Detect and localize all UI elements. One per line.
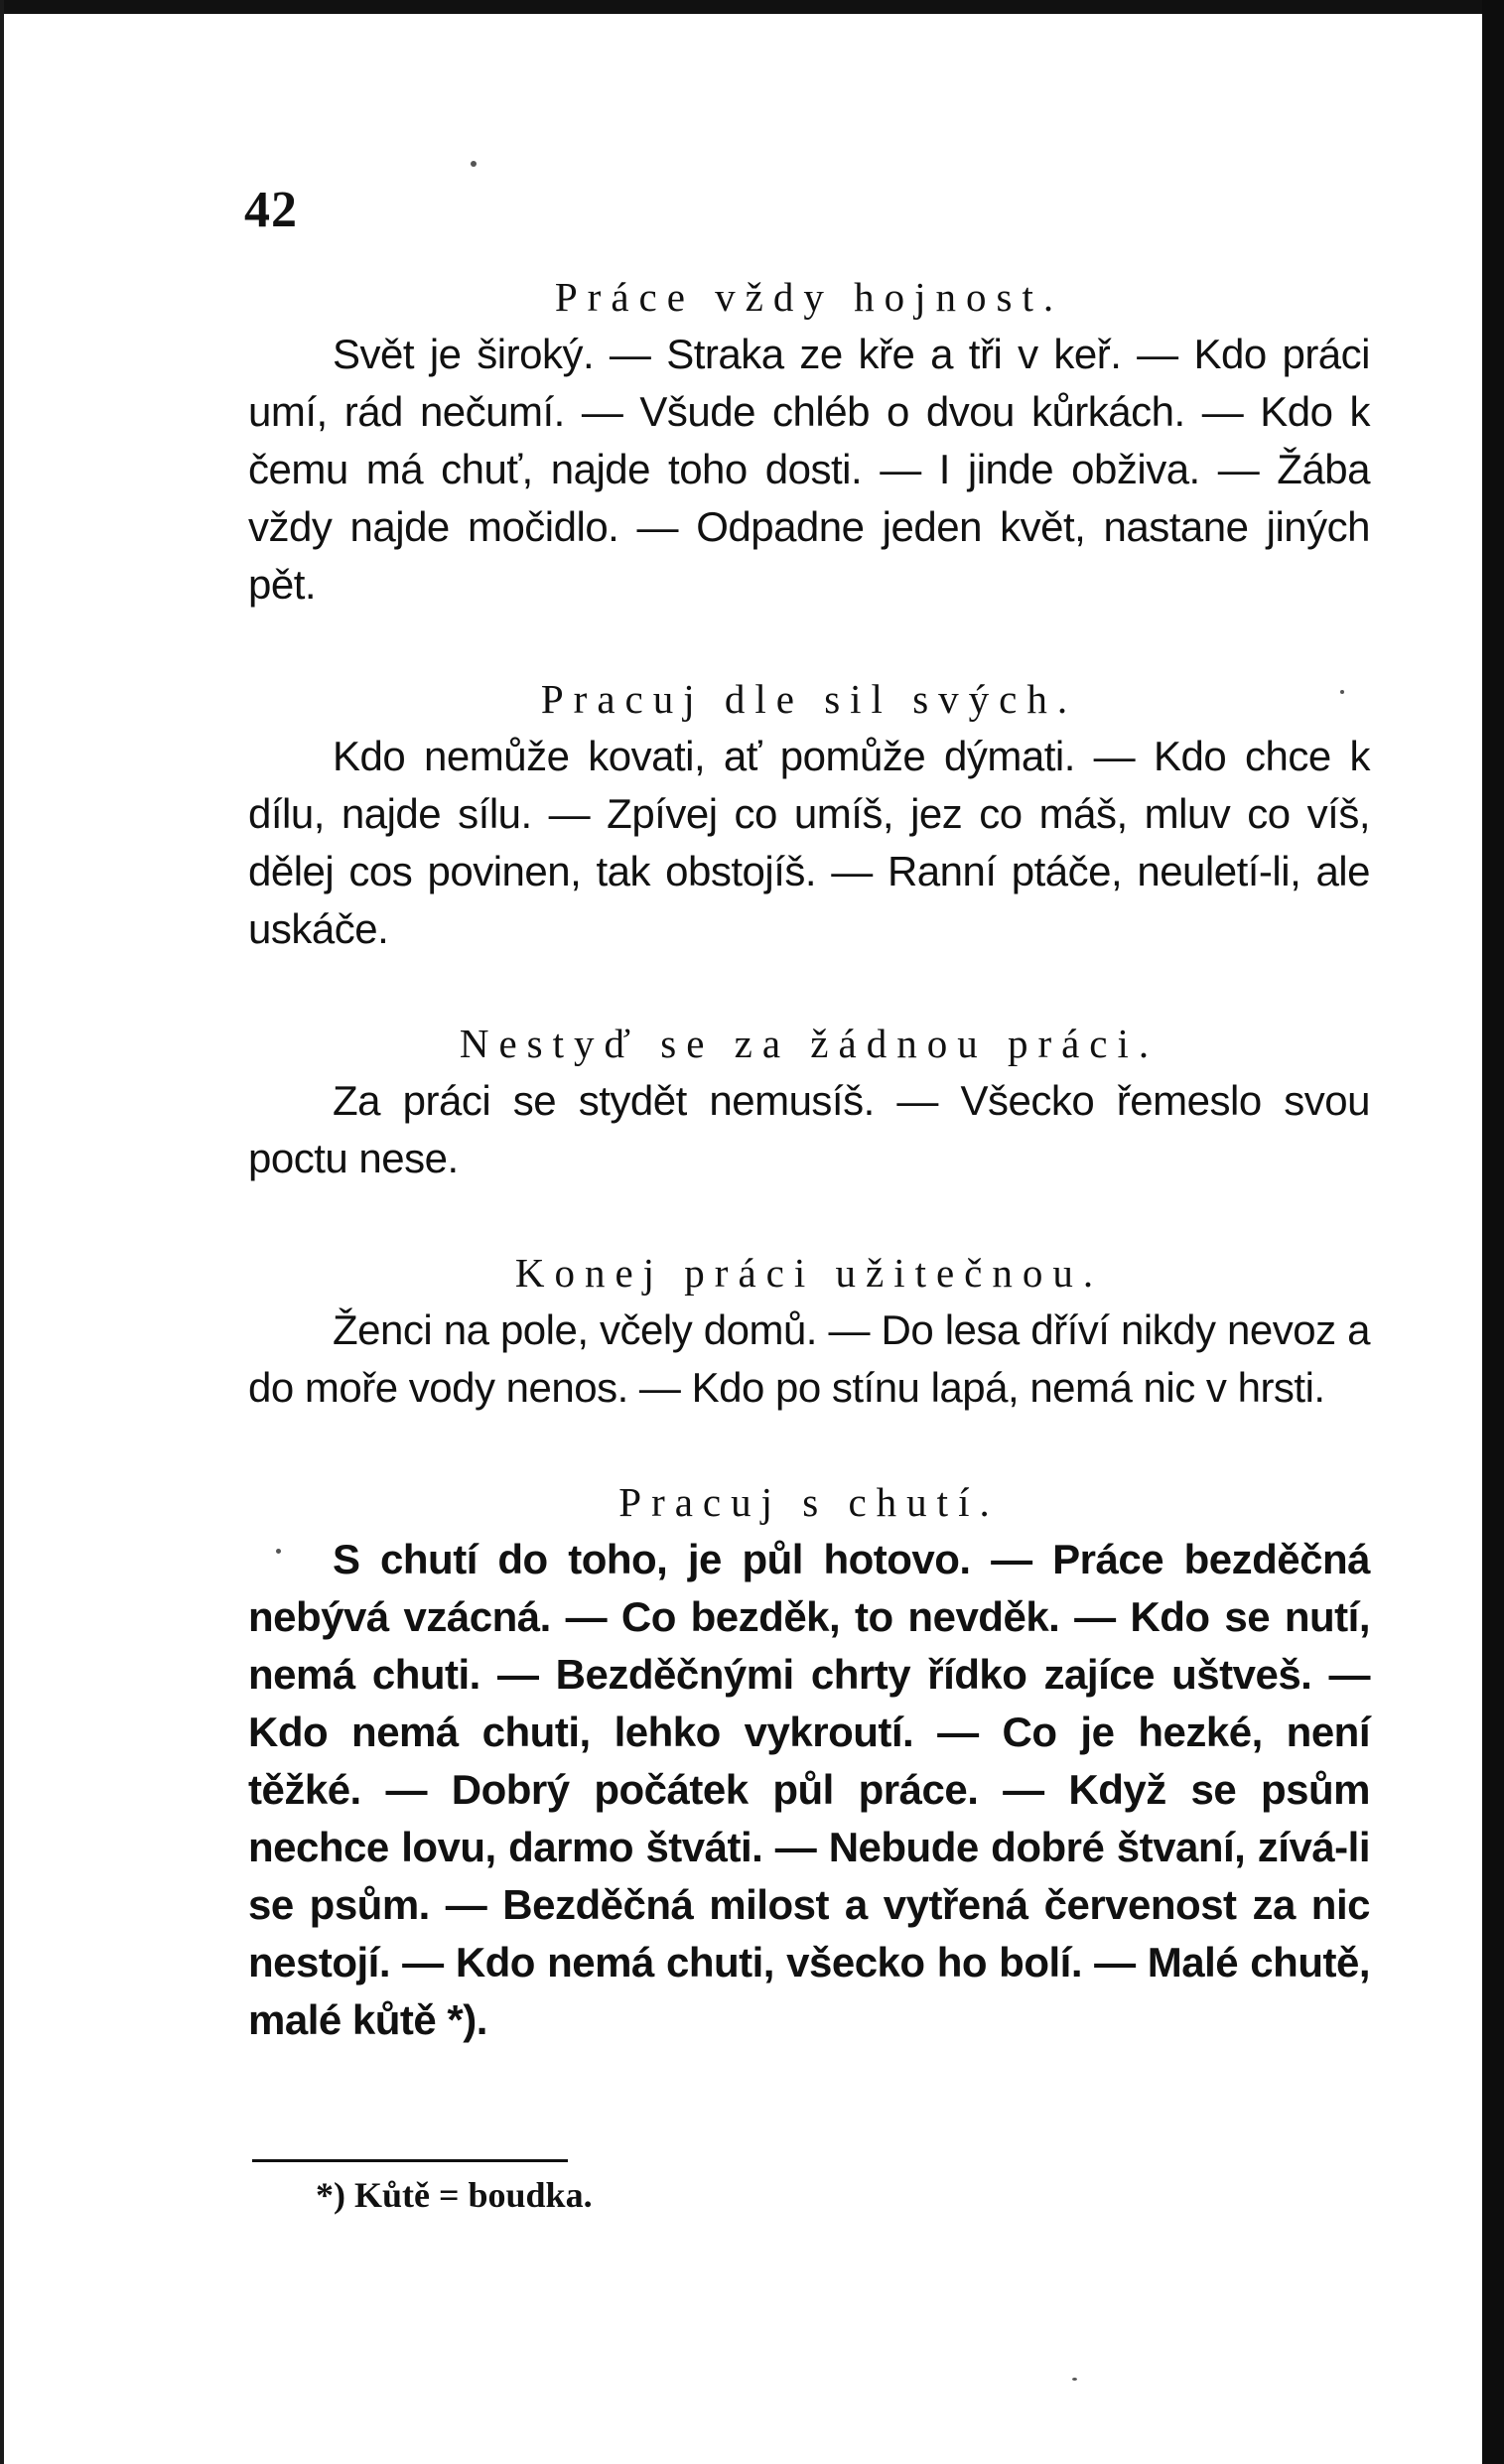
section-pracuj-dle-sil bbox=[248, 670, 1370, 958]
section-text: Svět je široký. — Straka ze kře a tři v keř. — Kdo práci umí, rád nečumí. — Všude chléb o dvou kůrkách. — Kdo k čemu má chuť, najde toho dosti. — I jinde obživa. — Žába vždy najde močidlo. — Odpadne jeden květ, nastane jiných pět. bbox=[248, 331, 1370, 608]
section-text: Kdo nemůže kovati, ať pomůže dýmati. — Kdo chce k dílu, najde sílu. — Zpívej co umíš, jez co máš, mluv co víš, dělej cos povinen, tak obstojíš. — Ranní ptáče, neuletí-li, ale uskáče. bbox=[248, 733, 1370, 952]
scan-border-left bbox=[0, 0, 4, 2464]
paper-speck bbox=[1340, 690, 1344, 694]
paper-speck bbox=[276, 1549, 281, 1554]
section-pracuj-s-chuti bbox=[248, 1473, 1370, 2049]
section-heading: Pracuj dle sil svých. bbox=[540, 676, 1078, 722]
section-konej-praci bbox=[248, 1244, 1370, 1417]
section-heading: Konej práci užitečnou. bbox=[514, 1250, 1104, 1296]
page-body bbox=[248, 268, 1370, 2049]
section-nestyd-se bbox=[248, 1015, 1370, 1187]
section-heading: Nestyď se za žádnou práci. bbox=[459, 1021, 1160, 1066]
page-number: 42 bbox=[244, 182, 298, 238]
paper-speck bbox=[471, 161, 477, 167]
scan-border-right bbox=[1482, 0, 1504, 2464]
footnote: *) Kůtě = boudka. bbox=[316, 2175, 593, 2215]
footnote-rule bbox=[252, 2159, 568, 2162]
scan-border-top bbox=[0, 0, 1504, 14]
section-text: S chutí do toho, je půl hotovo. — Práce bezděčná nebývá vzácná. — Co bezděk, to nevděk. — Kdo se nutí, nemá chuti. — Bezděčnými chrty řídko zajíce uštveš. — Kdo nemá chuti, lehko vykroutí. — Co je hezké, není těžké. — Dobrý počátek půl práce. — Když se psům nechce lovu, darmo štváti. — Nebude dobré štvaní, zívá-li se psům. — Bezděčná milost a vytřená červenost za nic nestojí. — Kdo nemá chuti, všecko ho bolí. — Malé chutě, malé kůtě *). bbox=[248, 1536, 1370, 2043]
section-prace-vzdy-hojnost bbox=[248, 268, 1370, 614]
section-heading: Pracuj s chutí. bbox=[618, 1479, 1000, 1525]
section-text: Za práci se stydět nemusíš. — Všecko řemeslo svou poctu nese. bbox=[248, 1077, 1370, 1181]
paper-speck bbox=[1072, 2378, 1077, 2381]
section-text: Ženci na pole, včely domů. — Do lesa dříví nikdy nevoz a do moře vody nenos. — Kdo po stínu lapá, nemá nic v hrsti. bbox=[248, 1306, 1370, 1411]
section-heading: Práce vždy hojnost. bbox=[554, 274, 1064, 320]
